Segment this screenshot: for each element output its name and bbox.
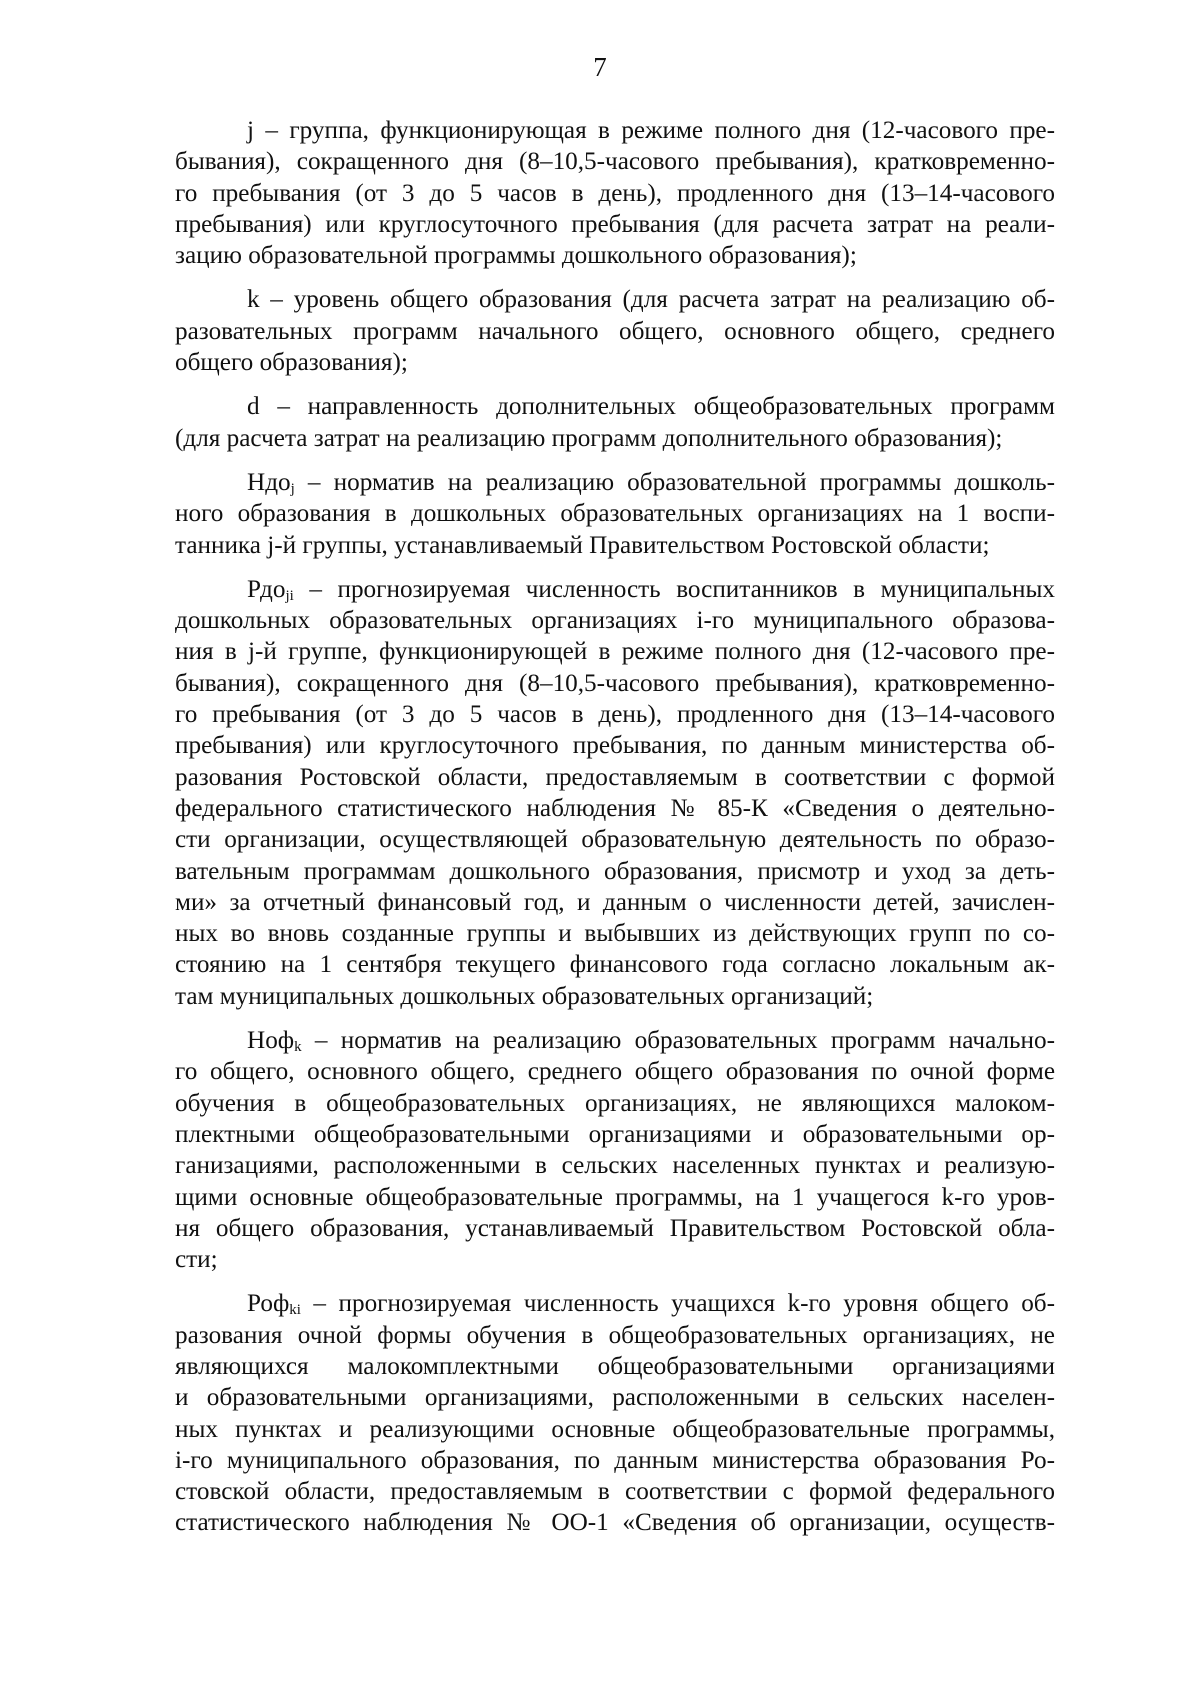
formula-symbol: Роф (247, 1290, 290, 1318)
text-line: бывания), сокращенного дня (8–10,5-часового пребывания), кратковременно- (175, 669, 1055, 697)
text-line (175, 574, 1055, 605)
text-line: и образовательными организациями, расположенными в сельских населен- (175, 1384, 1055, 1412)
text-line: сти; (175, 1246, 218, 1274)
text-line: стоянию на 1 сентября текущего финансового года согласно локальным ак- (175, 951, 1055, 979)
text-line: ных во вновь созданные группы и выбывших из действующих групп по со- (175, 920, 1055, 948)
formula-symbol: Ноф (247, 1027, 295, 1055)
text-line: общего образования); (175, 349, 408, 377)
text-line: там муниципальных дошкольных образовательных организаций; (175, 982, 874, 1010)
text-line: являющихся малокомплектными общеобразовательными организациями (175, 1352, 1055, 1380)
text-line: ня общего образования, устанавливаемый Правительством Ростовской обла- (175, 1214, 1055, 1242)
text-line: плектными общеобразовательными организациями и образовательными ор- (175, 1120, 1055, 1148)
text-line: статистического наблюдения № ОО-1 «Сведения об организации, осуществ- (175, 1509, 1055, 1537)
line-text: – прогнозируемая численность учащихся k-го уровня общего об- (300, 1290, 1055, 1318)
text-line: стовской области, предоставляемым в соответствии с формой федерального (175, 1478, 1055, 1506)
text-line: разования очной формы обучения в общеобразовательных организациях, не (175, 1321, 1055, 1349)
line-text: – норматив на реализацию образовательной программы дошколь- (294, 468, 1055, 496)
formula-subscript: k (294, 1039, 302, 1056)
text-line: танника j-й группы, устанавливаемый Правительством Ростовской области; (175, 531, 990, 559)
text-line: i-го муниципального образования, по данным министерства образования Ро- (175, 1446, 1055, 1474)
text-line (175, 1025, 1055, 1056)
line-text: – норматив на реализацию образовательных программ начально- (301, 1027, 1055, 1055)
text-line: ного образования в дошкольных образовательных организациях на 1 воспи- (175, 500, 1055, 528)
document-body (175, 115, 1055, 1539)
text-line: го пребывания (от 3 до 5 часов в день), продленного дня (13–14-часового (175, 701, 1055, 729)
text-line: щими основные общеобразовательные программы, на 1 учащегося k-го уров- (175, 1183, 1055, 1211)
paragraph-ndo-definition (175, 467, 1055, 561)
text-line (175, 1288, 1055, 1319)
text-line: пребывания) или круглосуточного пребывания (для расчета затрат на реали- (175, 210, 1055, 238)
text-line: вательным программам дошкольного образования, присмотр и уход за деть- (175, 857, 1055, 885)
text-line: ных пунктах и реализующими основные общеобразовательные программы, (175, 1415, 1055, 1443)
text-line: ми» за отчетный финансовый год, и данным о численности детей, зачислен- (175, 888, 1055, 916)
text-line: бывания), сокращенного дня (8–10,5-часового пребывания), кратковременно- (175, 148, 1055, 176)
formula-subscript: ki (289, 1302, 301, 1319)
line-text: – прогнозируемая численность воспитанников в муниципальных (293, 575, 1055, 603)
text-line: пребывания) или круглосуточного пребывания, по данным министерства об- (175, 732, 1055, 760)
text-line: го пребывания (от 3 до 5 часов в день), продленного дня (13–14-часового (175, 179, 1055, 207)
text-line: разования Ростовской области, предоставляемым в соответствии с формой (175, 763, 1055, 791)
text-line: (для расчета затрат на реализацию программ дополнительного образования); (175, 424, 1003, 452)
text-line: разовательных программ начального общего, основного общего, среднего (175, 317, 1055, 345)
paragraph-k-definition (175, 284, 1055, 378)
paragraph-d-definition (175, 391, 1055, 454)
formula-subscript: ji (285, 587, 294, 604)
text-line: j – группа, функционирующая в режиме полного дня (12-часового пре- (247, 117, 1055, 144)
text-line: сти организации, осуществляющей образовательную деятельность по образо- (175, 826, 1055, 854)
paragraph-j-definition (175, 115, 1055, 271)
text-line: ния в j-й группе, функционирующей в режиме полного дня (12-часового пре- (175, 638, 1055, 666)
paragraph-rdo-definition (175, 574, 1055, 1012)
text-line: зацию образовательной программы дошкольного образования); (175, 242, 857, 270)
text-line: k – уровень общего образования (для расчета затрат на реализацию об- (247, 286, 1055, 314)
text-line: ганизациями, расположенными в сельских населенных пунктах и реализую- (175, 1152, 1055, 1180)
formula-symbol: Рдо (247, 575, 286, 603)
text-line (175, 467, 1055, 498)
formula-subscript: j (290, 480, 295, 497)
text-line: федерального статистического наблюдения № 85-К «Сведения о деятельно- (175, 794, 1055, 822)
paragraph-nof-definition (175, 1025, 1055, 1275)
text-line: обучения в общеобразовательных организациях, не являющихся малоком- (175, 1089, 1055, 1117)
text-line: го общего, основного общего, среднего общего образования по очной форме (175, 1058, 1055, 1086)
paragraph-rof-definition (175, 1288, 1055, 1538)
text-line: d – направленность дополнительных общеобразовательных программ (247, 393, 1055, 421)
text-line: дошкольных образовательных организациях i-го муниципального образова- (175, 607, 1055, 635)
formula-symbol: Ндо (247, 468, 291, 496)
page-number: 7 (593, 52, 607, 82)
